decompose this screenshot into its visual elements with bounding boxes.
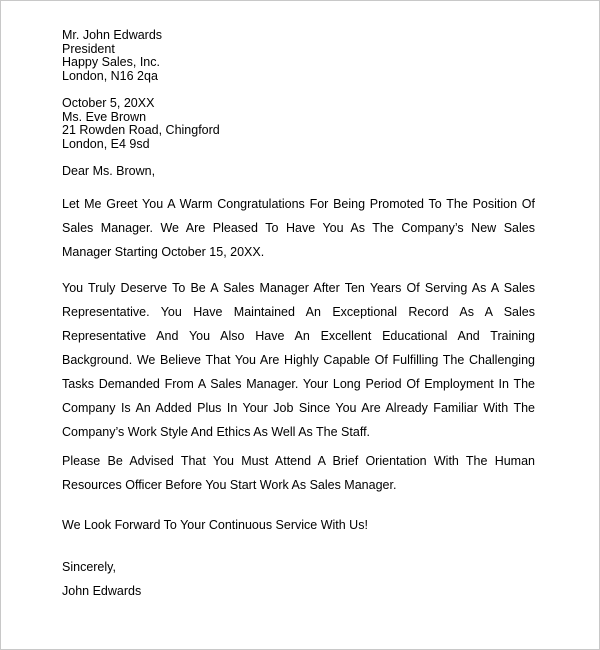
signature-name: John Edwards	[62, 584, 142, 599]
salutation: Dear Ms. Brown,	[62, 163, 156, 178]
paragraph-orientation: Please Be Advised That You Must Attend A Brief Orientation With The Human Resources Officer Before You Start Work As Sales Manager.	[62, 454, 535, 493]
paragraph-closing-remark: We Look Forward To Your Continuous Service With Us!	[62, 518, 368, 533]
recipient-city: London, E4 9sd	[62, 136, 150, 151]
sender-name: Mr. John Edwards	[62, 28, 163, 42]
sender-address: London, N16 2qa	[62, 69, 158, 84]
date-recipient-block	[62, 97, 535, 152]
paragraph-qualifications: You Truly Deserve To Be A Sales Manager After Ten Years Of Serving As A Sales Representative. You Have Maintained An Exceptional Record As A Sales Representative And You Also Have An Excellent Educational And Training Background. We Believe That You Are Highly Capable Of Fulfilling The Challenging Tasks Demanded From A Sales Manager. Your Long Period Of Employment In The Company Is An Added Plus In Your Job Since You Are Already Familiar With The Company’s Work Style And Ethics As Well As The Staff.	[62, 281, 535, 440]
recipient-name: Ms. Eve Brown	[62, 109, 147, 124]
recipient-street: 21 Rowden Road, Chingford	[62, 123, 220, 138]
sender-title: President	[62, 41, 115, 56]
sender-block	[62, 29, 535, 84]
letter-body	[62, 29, 535, 603]
sender-company: Happy Sales, Inc.	[62, 55, 160, 70]
letter-date: October 5, 20XX	[62, 95, 155, 110]
closing-block	[62, 555, 535, 603]
paragraph-congratulations: Let Me Greet You A Warm Congratulations For Being Promoted To The Position Of Sales Manager. We Are Pleased To Have You As The Company’s New Sales Manager Starting October 15, 20XX.	[62, 197, 535, 260]
valediction: Sincerely,	[62, 560, 116, 575]
